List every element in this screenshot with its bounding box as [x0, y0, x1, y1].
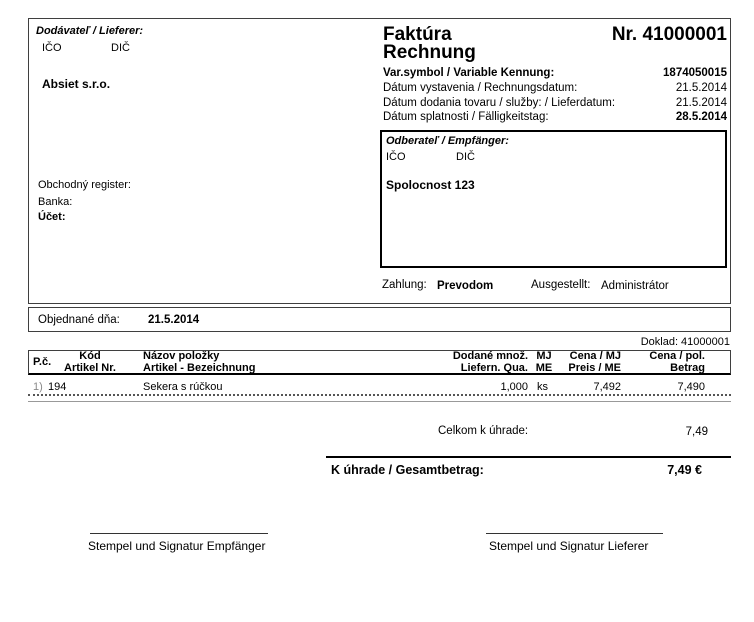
order-date-value: 21.5.2014 [148, 314, 200, 326]
supplier-ico-label: IČO [42, 42, 62, 54]
table-bottom-thin-rule [28, 401, 731, 402]
row-line-total: 7,490 [677, 381, 705, 393]
grand-total-rule [326, 456, 731, 458]
supplier-name: Absiet s.r.o. [42, 77, 111, 91]
col-header-code: Kód Artikel Nr. [64, 350, 116, 374]
col-header-qty: Dodané množ. Liefern. Qua. [452, 350, 528, 374]
supplier-account-label: Účet: [38, 211, 66, 223]
supplier-section-label: Dodávateľ / Lieferer: [36, 25, 144, 37]
issued-by-value: Administrátor [601, 280, 669, 292]
col-header-pc: P.č. [33, 356, 52, 368]
issued-by-label: Ausgestellt: [531, 279, 591, 291]
customer-ico-label: IČO [386, 151, 406, 163]
table-bottom-dotted-rule [28, 394, 731, 396]
row-unit-price: 7,492 [593, 381, 621, 393]
row-item-name: Sekera s rúčkou [143, 381, 223, 393]
invoice-number: Nr. 41000001 [611, 24, 727, 45]
supplier-bank-label: Banka: [38, 196, 73, 208]
delivery-date-label: Dátum dodania tovaru / služby: / Lieferdatum: [383, 97, 616, 109]
col-header-name: Názov položky Artikel - Bezeichnung [143, 350, 256, 374]
signature-line-recipient [90, 533, 268, 534]
col-header-total: Cena / pol. Betrag [649, 350, 705, 374]
delivery-date-value: 21.5.2014 [675, 97, 727, 109]
subtotal-label: Celkom k úhrade: [438, 425, 529, 437]
order-date-box [28, 307, 731, 332]
customer-dic-label: DIČ [456, 151, 475, 163]
customer-name: Spolocnost 123 [386, 178, 475, 192]
customer-box [380, 130, 727, 268]
issue-date-label: Dátum vystavenia / Rechnungsdatum: [383, 82, 578, 94]
varsymbol-value: 1874050015 [663, 67, 727, 79]
subtotal-value: 7,49 [685, 426, 708, 438]
order-date-label: Objednané dňa: [38, 314, 120, 326]
grand-total-label: K úhrade / Gesamtbetrag: [331, 463, 484, 477]
grand-total-value: 7,49 € [667, 463, 702, 477]
signature-label-recipient: Stempel und Signatur Empfänger [88, 539, 266, 553]
supplier-register-label: Obchodný register: [38, 179, 131, 191]
invoice-title-line2: Rechnung [383, 42, 476, 63]
varsymbol-label: Var.symbol / Variable Kennung: [383, 67, 555, 79]
col-header-price: Cena / MJ Preis / ME [568, 350, 621, 374]
row-index: 1) [33, 381, 43, 393]
signature-line-supplier [486, 533, 663, 534]
document-reference: Doklad: 41000001 [640, 336, 730, 348]
row-quantity: 1,000 [500, 381, 528, 393]
invoice-title-line1: Faktúra [383, 24, 452, 45]
payment-method-label: Zahlung: [382, 279, 427, 291]
supplier-dic-label: DIČ [111, 42, 130, 54]
row-code: 194 [48, 381, 67, 393]
customer-section-label: Odberateľ / Empfänger: [386, 135, 509, 147]
signature-label-supplier: Stempel und Signatur Lieferer [489, 539, 649, 553]
due-date-label: Dátum splatnosti / Fälligkeitstag: [383, 111, 549, 123]
row-unit: ks [537, 381, 548, 393]
col-header-unit: MJ ME [535, 350, 553, 374]
due-date-value: 28.5.2014 [675, 111, 727, 123]
payment-method-value: Prevodom [437, 280, 494, 292]
issue-date-value: 21.5.2014 [675, 82, 727, 94]
